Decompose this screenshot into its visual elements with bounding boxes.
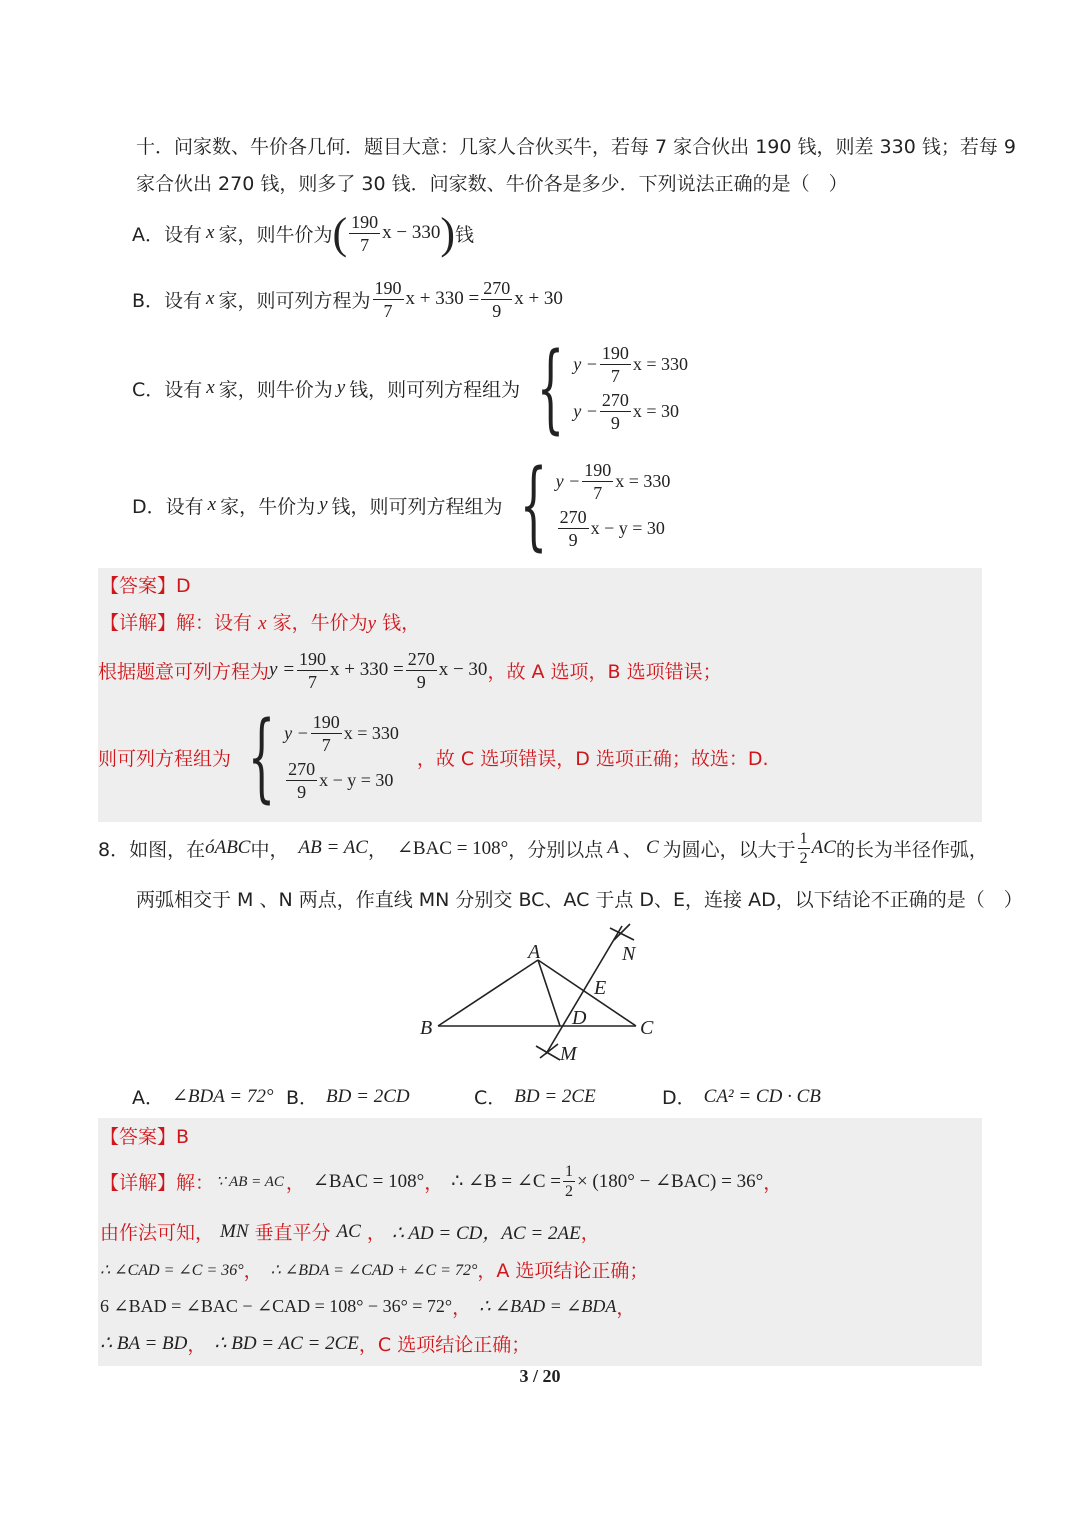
expr: AB = AC [298,837,368,858]
option-label: D．设有 [132,495,204,518]
point-c: C [645,837,659,858]
text: 则可列方程组为 [98,747,232,770]
line-mn [546,926,622,1054]
expr: ∴ ∠BAD = ∠BDA [479,1296,617,1316]
triangle-figure [410,918,670,1070]
expr: x − y = 30 [319,770,394,790]
text: 中， [250,838,289,861]
expr: ∴ BD = AC = 2CE [214,1333,359,1354]
label-c: C [640,1017,654,1039]
q8-answer-line [100,1122,189,1149]
equation-system [503,449,671,561]
q10-option-d [132,449,671,561]
numerator: 190 [374,277,402,298]
text: ，分别以点 [508,838,604,861]
expr: x + 330 = [330,659,404,680]
option-text: 钱，则可列方程组为 [349,378,521,401]
answer-value: B [176,1126,190,1148]
q8-option-c [474,1083,596,1110]
unit: 钱 [454,223,474,246]
q8-option-d [662,1083,821,1110]
expr: y − [573,401,598,421]
answer-tag: 【答案】 [100,575,177,597]
q8-detail-line2 [100,1218,600,1245]
denominator: 9 [416,671,426,692]
expr: x + 330 = [405,288,480,309]
option-label: C．设有 [132,378,203,401]
q10-detail-line2 [98,645,722,695]
option-text: 钱，则可列方程组为 [331,495,503,518]
text: ，C 选项结论正确； [358,1334,531,1356]
q8-option-b [286,1083,410,1110]
expr: y − [573,354,598,374]
denominator: 7 [321,735,331,755]
denominator: 9 [610,413,620,433]
option-label: A． [132,1087,164,1109]
text: ， [763,1171,783,1194]
q8-detail-line5 [100,1330,530,1357]
numerator: 270 [601,390,629,410]
text: ， [580,1222,600,1244]
denominator: 9 [568,530,578,550]
q8-stem-line2: 两弧相交于 M 、N 两点，作直线 MN 分别交 BC、AC 于点 D、E，连接 AD，以下结论不正确的是（ ） [136,889,1023,911]
option-label: A．设有 [132,223,202,246]
fraction [373,277,404,322]
answer-tag: 【答案】 [100,1126,177,1148]
fraction [481,277,512,322]
text: 根据题意可列方程为 [98,660,270,683]
var-x: x [207,494,217,515]
expr: ∴ BA = BD [100,1333,188,1354]
option-text: 家，则可列方程为 [218,289,371,312]
expr: y − [284,723,309,743]
text: ， [424,1171,444,1194]
option-label: B． [286,1087,319,1109]
text: 解： [176,1171,215,1194]
numerator: 1 [564,1162,573,1180]
point-a: A [607,837,619,858]
option-expr: CA² = CD · CB [703,1085,821,1107]
paren-left: ( [332,208,348,258]
brace: { [247,701,276,813]
expr: MN [220,1220,249,1242]
denominator: 7 [308,671,318,692]
numerator: 190 [584,460,612,480]
var-x: x [258,613,267,634]
q10-answer-line [100,571,191,598]
numerator: 270 [407,648,435,669]
q10-option-b [132,274,563,324]
label-e: E [594,977,607,999]
text: 解：设有 [176,612,253,634]
q10-option-c [132,332,689,444]
expr: ∴ AD = CD，AC = 2AE [391,1223,581,1244]
text: 家，牛价为 [272,612,368,634]
option-label: D． [662,1087,696,1109]
label-m: M [560,1043,577,1065]
expr: ∵ AB = AC [216,1173,284,1190]
expr: AC [336,1220,361,1242]
expr: ∴ ∠B = ∠C = [451,1170,561,1192]
var-x: x [206,222,215,243]
expr: x − 330 [382,222,441,243]
expr: x − y = 30 [590,518,665,538]
denominator: 7 [360,234,370,255]
text: 8．如图，在 [98,838,206,861]
text: 钱， [382,612,421,634]
expr: x + 30 [514,288,563,309]
numerator: 190 [299,648,327,669]
q8-detail-line1 [100,1158,782,1204]
q10-option-a [132,208,474,258]
equation-system [231,701,399,813]
var-y: y [367,613,377,634]
option-label: C． [474,1087,507,1109]
segment-ba [438,960,538,1026]
denominator: 9 [492,300,502,321]
text: 的长为半径作弧， [835,838,988,861]
numerator: 270 [288,759,316,779]
numerator: 270 [559,507,587,527]
option-expr: BD = 2CE [514,1085,596,1107]
q8-option-a [132,1083,273,1110]
page-number: 3 / 20 [519,1366,561,1386]
text: 、 [622,838,642,861]
text: 由作法可知， [100,1222,215,1244]
var-x: x [206,288,215,309]
label-n: N [622,943,636,965]
text: ， [367,838,387,861]
q8-detail-line3 [100,1256,648,1283]
denominator: 7 [593,483,603,503]
detail-tag: 【详解】 [100,612,177,634]
denominator: 9 [297,782,307,802]
var-x: x [206,377,215,398]
numerator: 190 [312,712,340,732]
arc-mark-n1 [610,928,634,940]
arc-mark-m1 [536,1046,560,1060]
q8-detail-line4 [100,1293,635,1320]
denominator: 2 [799,849,808,867]
q10-detail-line1 [100,608,420,635]
arc-mark-m2 [540,1044,558,1058]
text: ， [285,1171,305,1194]
text: ， [187,1334,207,1356]
detail-tag: 【详解】 [100,1171,177,1194]
option-label: B．设有 [132,289,203,312]
expr: ∠BAC = 108° [312,1170,425,1192]
q10-stem-line1: 十．问家数、牛价各几何．题目大意：几家人合伙买牛，若每 7 家合伙出 190 钱，则差 330 钱；若每 9 [136,136,1016,158]
expr: y = [269,659,296,680]
denominator: 7 [610,366,620,386]
expr: y − [555,471,581,491]
text: ， [452,1297,472,1319]
numerator: 1 [799,829,808,847]
numerator: 190 [351,211,379,232]
expr: x = 330 [615,471,671,491]
expr: ∴ ∠BDA = ∠CAD + ∠C = 72° [270,1261,478,1279]
expr: 6 ∠BAD = ∠BAC − ∠CAD = 108° − 36° = 72° [100,1296,453,1316]
denominator: 2 [564,1182,573,1200]
text: ， [616,1297,636,1319]
option-text: 家，则牛价为 [218,378,333,401]
denominator: 7 [383,300,393,321]
paren-right: ) [440,208,455,258]
answer-value: D [176,575,191,597]
option-expr: BD = 2CD [326,1085,410,1107]
expr: × (180° − ∠BAC) = 36° [576,1170,764,1192]
label-d: D [572,1007,587,1029]
fraction [349,211,380,256]
text: ， [243,1260,263,1282]
var-y: y [319,494,328,515]
expr: AC [811,837,836,858]
option-text: 家，牛价为 [220,495,316,518]
q10-detail-line3 [98,701,769,813]
segment-ac [538,960,636,1026]
option-expr: ∠BDA = 72° [172,1086,274,1107]
equation-system [520,332,689,444]
expr: ∠BAC = 108° [396,837,509,859]
expr: x − 30 [438,659,488,680]
expr: x = 30 [632,401,680,421]
expr: x = 330 [343,723,399,743]
text: ，A 选项结论正确； [477,1260,649,1282]
var-y: y [336,377,346,398]
text: 垂直平分 [254,1222,331,1244]
brace: { [519,449,547,561]
expr: x = 330 [632,354,689,374]
segment-ad [538,960,560,1026]
label-b: B [420,1017,433,1039]
q8-stem-line1 [98,826,988,870]
expr: ∴ ∠CAD = ∠C = 36° [100,1261,244,1279]
text: ， [366,1222,386,1244]
expr: óABC [205,837,251,858]
numerator: 270 [483,277,511,298]
text: 为圆心，以大于 [662,838,796,861]
text: ，故 C 选项错误，D 选项正确；故选：D. [416,747,769,770]
q10-stem-line2: 家合伙出 270 钱，则多了 30 钱．问家数、牛价各是多少．下列说法正确的是（ ） [136,173,848,195]
numerator: 190 [601,343,629,363]
option-text: 家，则牛价为 [218,223,333,246]
brace: { [536,332,565,444]
text: ，故 A 选项，B 选项错误； [487,660,722,683]
label-a: A [528,941,541,963]
